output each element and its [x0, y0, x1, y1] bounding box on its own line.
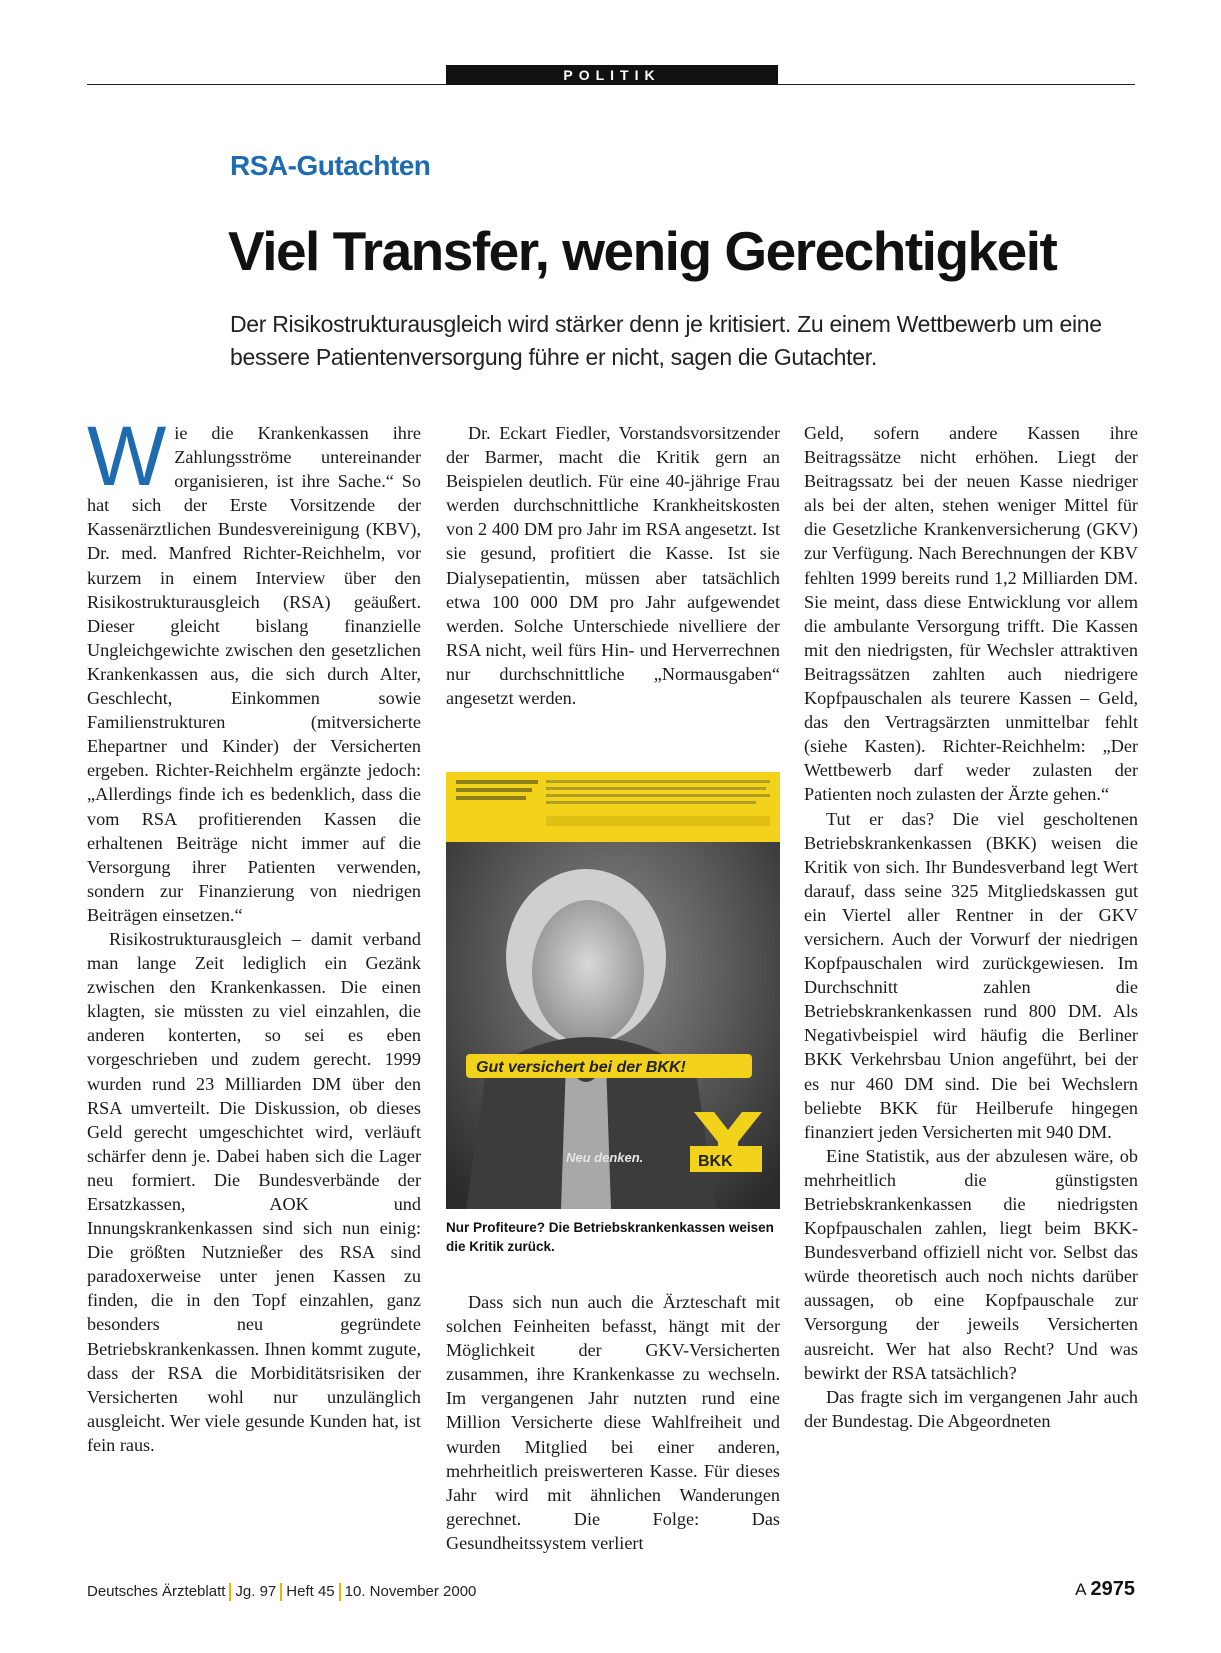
- paragraph: Das fragte sich im vergangenen Jahr auch der Bundestag. Die Abgeordneten: [804, 1386, 1138, 1431]
- journal-volume: Jg. 97: [235, 1583, 277, 1600]
- journal-issue: Heft 45: [286, 1583, 335, 1600]
- paragraph: Tut er das? Die viel gescholtenen Betriebskrankenkassen (BKK) weisen die Kritik von sich. Ihr Bundesverband legt Wert darauf, dass seine 325 Mitgliedskassen gut ein Viertel aller Rentner in der GKV versichern. Auch der Vorwurf der niedrigen Kopfpauschalen wird zurückgewiesen. Im Durchschnitt zahlen die Betriebskrankenkassen rund 800 DM. Als Negativbeispiel wird häufig die Berliner BKK Verkehrsbau Union angeführt, bei der es nur 460 DM sind. Die bei Wechslern beliebte BKK für Heilberufe hingegen finanziert jeden Versicherten mit 940 DM.: [804, 808, 1138, 1142]
- paragraph: [87, 409, 421, 927]
- footer-separator: [229, 1583, 231, 1601]
- paragraph: Dr. Eckart Fiedler, Vorstandsvorsitzender der Barmer, macht die Kritik gern an Beispielen deutlich. Für eine 40-jährige Frau werden durchschnittliche Krankheitskosten von 2 400 DM pro Jahr im RSA angesetzt. Ist sie gesund, profitiert die Kasse. Ist sie Dialysepatientin, müssen aber tatsächlich etwa 100 000 DM pro Jahr aufgewendet werden. Solche Unterschiede nivelliere der RSA nicht, weil fürs Hin- und Herverrechnen nur durchschnittliche „Normausgaben“ angesetzt werden.: [446, 423, 780, 709]
- paragraph-text: ie die Krankenkassen ihre Zahlungsströme untereinander organisieren, ist ihre Sache.“ So hat sich der Erste Vorsitzende der Kassenärztlichen Bundesvereinigung (KBV), Dr. med. Manfred Richter-Reichhelm, vor kurzem in einem Interview über den Risikostrukturausgleich (RSA) geäußert. Dieser gleicht bislang finanzielle Ungleichgewichte zwischen den gesetzlichen Krankenkassen aus, die sich durch Alter, Geschlecht, Einkommen sowie Familienstrukturen (mitversicherte Ehepartner und Kinder) der Versicherten ergeben. Richter-Reichhelm ergänzte jedoch: „Allerdings finde ich es bedenklich, dass die vom RSA profitierenden Kassen die erhaltenen Beiträge nicht immer auf die Versorgung ihrer Patienten verwenden, sondern zur Finanzierung von niedrigen Beiträgen einsetzen.“: [87, 423, 421, 925]
- article-column-3: [804, 421, 1138, 1433]
- section-label: POLITIK: [446, 65, 778, 85]
- journal-date: 10. November 2000: [344, 1583, 477, 1600]
- paragraph: Eine Statistik, aus der abzulesen wäre, ob mehrheitlich die günstigsten Betriebskrankenkassen die niedrigsten Kopfpauschalen zahlen, liegt beim BKK-Bundesverband offiziell nicht vor. Selbst das würde theoretisch auch noch nichts darüber aussagen, ob eine Kopfpauschale zur Versorgung der jeweils Versicherten ausreicht. Wer hat also Recht? Und was bewirkt der RSA tatsächlich?: [804, 1145, 1138, 1383]
- footer-citation: [87, 1583, 476, 1601]
- article-column-2-continued: [446, 1290, 780, 1555]
- bkk-ad-photo: [446, 772, 780, 1209]
- page-number-value: 2975: [1090, 1578, 1135, 1600]
- paragraph: Risikostrukturausgleich – damit verband man lange Zeit lediglich ein Gezänk zwischen den Krankenkassen. Die einen klagten, sie müssten zu viel einzahlen, die anderen konterten, so sei es eben vorgeschrieben und zudem gerecht. 1999 wurden rund 23 Milliarden DM über den RSA umverteilt. Die Diskussion, ob dieses Geld gerecht umgeschichtet wird, verläuft schärfer denn je. Dabei haben sich die Lager neu formiert. Die Bundesverbände der Ersatzkassen, AOK und Innungskrankenkassen sind sich nun einig: Die größten Nutznießer des RSA sind paradoxerweise unter jenen Kassen zu finden, die in den Topf einzahlen, ganz besonders neu gegründete Betriebskrankenkassen. Ihnen kommt zugute, dass der RSA die Morbiditätsrisiken der Versicherten wohl nur unzulänglich ausgleicht. Wer viele gesunde Kunden hat, ist fein raus.: [87, 928, 421, 1455]
- photo-caption: Nur Profiteure? Die Betriebskrankenkassen weisen die Kritik zurück.: [446, 1220, 774, 1254]
- article-lead: Der Risikostrukturausgleich wird stärker denn je kritisiert. Zu einem Wettbewerb um eine bessere Patientenversorgung führe er nicht, sagen die Gutachter.: [230, 311, 1102, 370]
- footer-separator: [339, 1583, 341, 1601]
- paragraph: Dass sich nun auch die Ärzteschaft mit solchen Feinheiten befasst, hängt mit der Möglichkeit der GKV-Versicherten zusammen, ihre Krankenkasse zu wechseln. Im vergangenen Jahr nutzten rund eine Million Versicherte diese Wahlfreiheit und wurden Mitglied bei einer anderen, mehrheitlich preiswerteren Kasse. Für dieses Jahr wird mit ähnlichen Wanderungen gerechnet. Die Folge: Das Gesundheitssystem verliert: [446, 1292, 780, 1553]
- paragraph: Geld, sofern andere Kassen ihre Beitragssätze nicht erhöhen. Liegt der Beitragssatz bei der neuen Kasse niedriger als bei der alten, stehen weniger Mittel für die Gesetzliche Krankenversicherung (GKV) zur Verfügung. Nach Berechnungen der KBV fehlten 1999 bereits rund 1,2 Milliarden DM. Sie meint, dass diese Entwicklung vor allem die ambulante Versorgung trifft. Die Kassen mit den niedrigsten, für Wechsler attraktiven Beitragssätzen zahlten auch niedrigere Kopfpauschalen als teurere Kassen – Geld, das den Vertragsärzten unmittelbar fehlt (siehe Kasten). Richter-Reichhelm: „Der Wettbewerb darf weder zulasten der Patienten noch zulasten der Ärzte gehen.“: [804, 423, 1138, 805]
- drop-cap: W: [87, 409, 167, 503]
- ad-logo-text: BKK: [698, 1153, 733, 1170]
- ad-claim: Neu denken.: [566, 1150, 644, 1165]
- journal-name: Deutsches Ärzteblatt: [87, 1583, 226, 1600]
- article-column-1: [87, 409, 421, 1457]
- ad-slogan: Gut versichert bei der BKK!: [476, 1059, 686, 1076]
- article-headline: Viel Transfer, wenig Gerechtigkeit: [228, 220, 1057, 282]
- page-number: [1075, 1578, 1135, 1601]
- page-prefix: A: [1075, 1580, 1087, 1599]
- article-kicker: RSA-Gutachten: [230, 150, 431, 181]
- article-column-2: [446, 421, 780, 710]
- footer-separator: [280, 1583, 282, 1601]
